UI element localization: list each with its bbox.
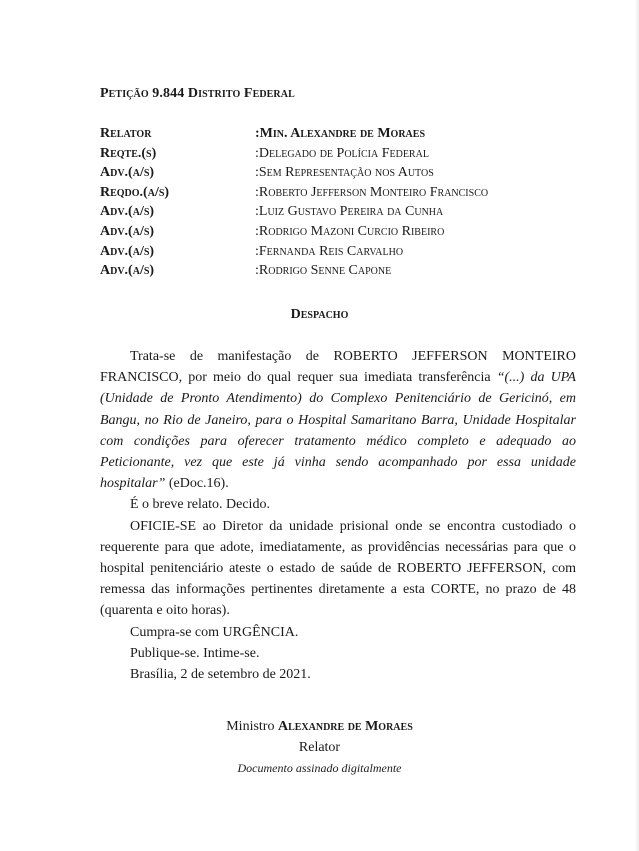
paragraph-urgency: Cumpra-se com URGÊNCIA. bbox=[130, 624, 299, 640]
party-row bbox=[100, 163, 580, 183]
paragraph-publish: Publique-se. Intime-se. bbox=[130, 645, 260, 661]
parties-list bbox=[100, 124, 580, 281]
party-row bbox=[100, 261, 580, 281]
paragraph-report: É o breve relato. Decido. bbox=[130, 497, 270, 513]
party-name: :Roberto Jefferson Monteiro Francisco bbox=[255, 184, 489, 200]
party-row bbox=[100, 222, 580, 242]
paragraph-request-ref: (eDoc.16). bbox=[165, 476, 229, 492]
party-name: :Delegado de Polícia Federal bbox=[255, 145, 429, 161]
signature-role: Relator bbox=[298, 740, 341, 755]
party-name: :Rodrigo Senne Capone bbox=[255, 263, 392, 279]
paragraph-request-quote: “(...) da UPA (Unidade de Pronto Atendimento) do Complexo Penitenciário de Gericinó, em Bangu, no Rio de Janeiro, para o Hospital Samaritano Barra, Unidade Hospitalar com condições para oferecer tratamento médico completo e adequado ao Peticionante, vez que este já vinha sendo acompanhado por essa unidade hospitalar” bbox=[100, 370, 576, 492]
party-row bbox=[100, 183, 580, 203]
section-title: Despacho bbox=[290, 307, 349, 322]
paragraph-order: OFICIE-SE ao Diretor da unidade prisional onde se encontra custodiado o requerente para que adote, imediatamente, as providências necessárias para que o hospital penitenciário ateste o estado de saúde de ROBERTO JEFFERSON, com remessa das informações pertinentes diretamente a esta CORTE, no prazo de 48 (quarenta e oito horas). bbox=[100, 518, 576, 619]
party-role: Adv.(a/s) bbox=[100, 243, 155, 259]
party-name: :Luiz Gustavo Pereira da Cunha bbox=[255, 204, 444, 220]
party-role: Reqdo.(a/s) bbox=[100, 184, 170, 200]
signature-name: Alexandre de Moraes bbox=[277, 719, 413, 734]
party-name: :Sem Representação nos Autos bbox=[255, 165, 434, 181]
party-name: :Rodrigo Mazoni Curcio Ribeiro bbox=[255, 223, 445, 239]
party-row bbox=[100, 242, 580, 262]
document-title: Petição 9.844 Distrito Federal bbox=[100, 86, 295, 101]
party-role: Reqte.(s) bbox=[100, 145, 157, 161]
party-role: Adv.(a/s) bbox=[100, 263, 155, 279]
party-row bbox=[100, 124, 580, 144]
signature-prefix: Ministro bbox=[226, 719, 278, 734]
party-name: :Min. Alexandre de Moraes bbox=[255, 126, 426, 141]
party-role: Adv.(a/s) bbox=[100, 204, 155, 220]
party-role: Relator bbox=[100, 126, 152, 141]
party-row bbox=[100, 202, 580, 222]
signature-name-line bbox=[0, 716, 639, 737]
paragraph-date: Brasília, 2 de setembro de 2021. bbox=[130, 667, 311, 683]
paragraph-request bbox=[100, 346, 576, 494]
paragraph-request-intro: Trata-se de manifestação de ROBERTO JEFFERSON MONTEIRO FRANCISCO, por meio do qual requer sua imediata transferência bbox=[100, 349, 576, 386]
signature-note: Documento assinado digitalmente bbox=[237, 761, 402, 775]
party-role: Adv.(a/s) bbox=[100, 223, 155, 239]
signature-block bbox=[0, 716, 639, 779]
document-body bbox=[100, 346, 576, 685]
party-name: :Fernanda Reis Carvalho bbox=[255, 243, 404, 259]
party-row bbox=[100, 144, 580, 164]
page-edge-shadow bbox=[635, 0, 639, 851]
party-role: Adv.(a/s) bbox=[100, 165, 155, 181]
